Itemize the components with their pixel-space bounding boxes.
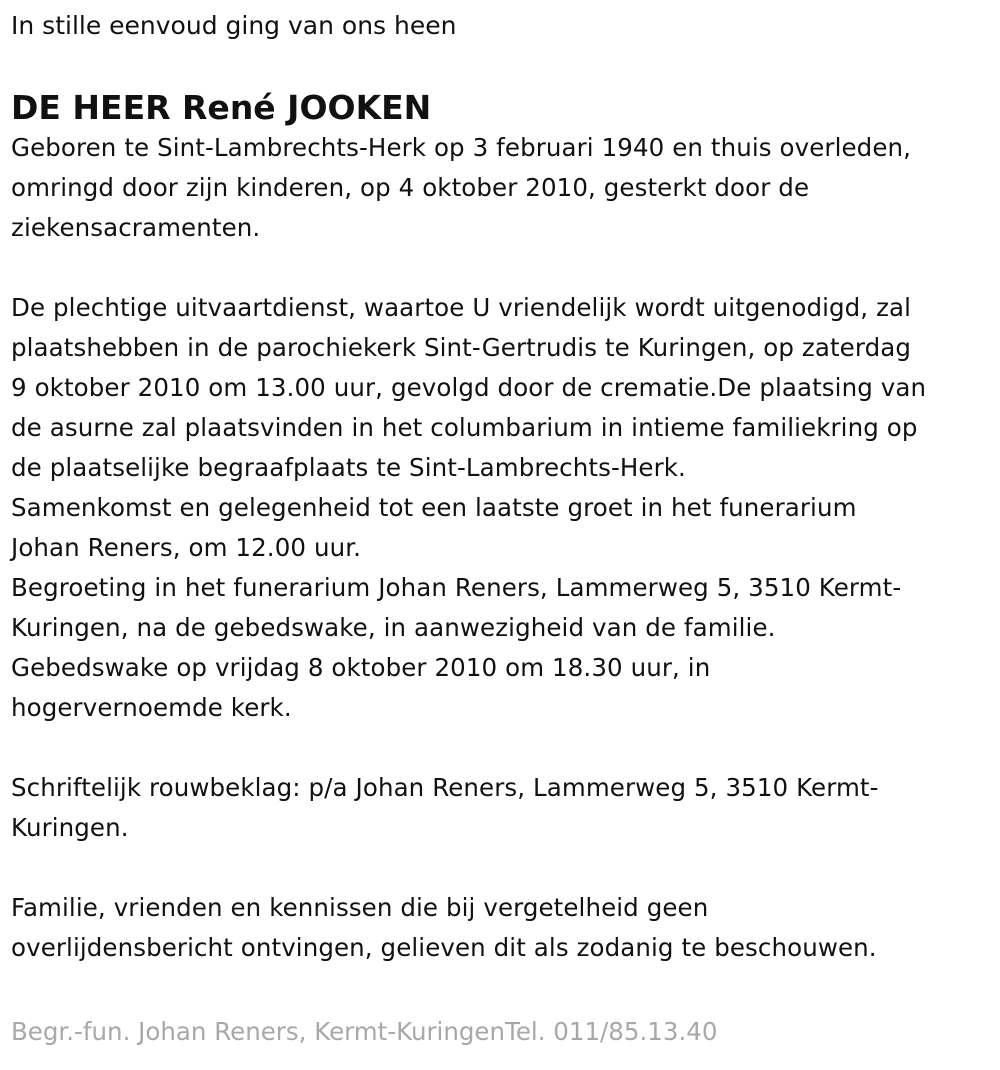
obituary-notice	[11, 0, 993, 968]
deceased-name: DE HEER René JOOKEN	[11, 88, 432, 127]
text-line: 9 oktober 2010 om 13.00 uur, gevolgd door de crematie.De plaatsing van	[11, 373, 927, 402]
paragraph-spacer	[11, 248, 993, 288]
obituary-body	[11, 128, 993, 968]
text-line: Kuringen, na de gebedswake, in aanwezigheid van de familie.	[11, 613, 776, 642]
text-line: Gebedswake op vrijdag 8 oktober 2010 om 18.30 uur, in	[11, 653, 711, 682]
text-line: hogervernoemde kerk.	[11, 693, 292, 722]
text-line: Geboren te Sint-Lambrechts-Herk op 3 februari 1940 en thuis overleden,	[11, 133, 912, 162]
text-line: plaatshebben in de parochiekerk Sint-Gertrudis te Kuringen, op zaterdag	[11, 333, 911, 362]
text-line: omringd door zijn kinderen, op 4 oktober 2010, gesterkt door de	[11, 173, 810, 202]
text-line: de asurne zal plaatsvinden in het columbarium in intieme familiekring op	[11, 413, 918, 442]
funeral-home-footer: Begr.-fun. Johan Reners, Kermt-KuringenTel. 011/85.13.40	[11, 1017, 718, 1046]
paragraph-spacer	[11, 728, 993, 768]
intro-line: In stille eenvoud ging van ons heen	[11, 11, 457, 40]
text-line: Schriftelijk rouwbeklag: p/a Johan Reners, Lammerweg 5, 3510 Kermt-	[11, 773, 879, 802]
condolence-paragraph	[11, 768, 993, 848]
text-line: Samenkomst en gelegenheid tot een laatste groet in het funerarium	[11, 493, 857, 522]
text-line: Johan Reners, om 12.00 uur.	[11, 533, 362, 562]
text-line: ziekensacramenten.	[11, 213, 261, 242]
funeral-paragraph	[11, 288, 993, 728]
text-line: Begroeting in het funerarium Johan Reners, Lammerweg 5, 3510 Kermt-	[11, 573, 902, 602]
text-line: overlijdensbericht ontvingen, gelieven dit als zodanig te beschouwen.	[11, 933, 877, 962]
text-line: De plechtige uitvaartdienst, waartoe U vriendelijk wordt uitgenodigd, zal	[11, 293, 912, 322]
text-line: de plaatselijke begraafplaats te Sint-Lambrechts-Herk.	[11, 453, 686, 482]
paragraph-spacer	[11, 848, 993, 888]
closing-paragraph	[11, 888, 993, 968]
text-line: Familie, vrienden en kennissen die bij vergetelheid geen	[11, 893, 709, 922]
text-line: Kuringen.	[11, 813, 129, 842]
birth-death-paragraph	[11, 128, 993, 248]
